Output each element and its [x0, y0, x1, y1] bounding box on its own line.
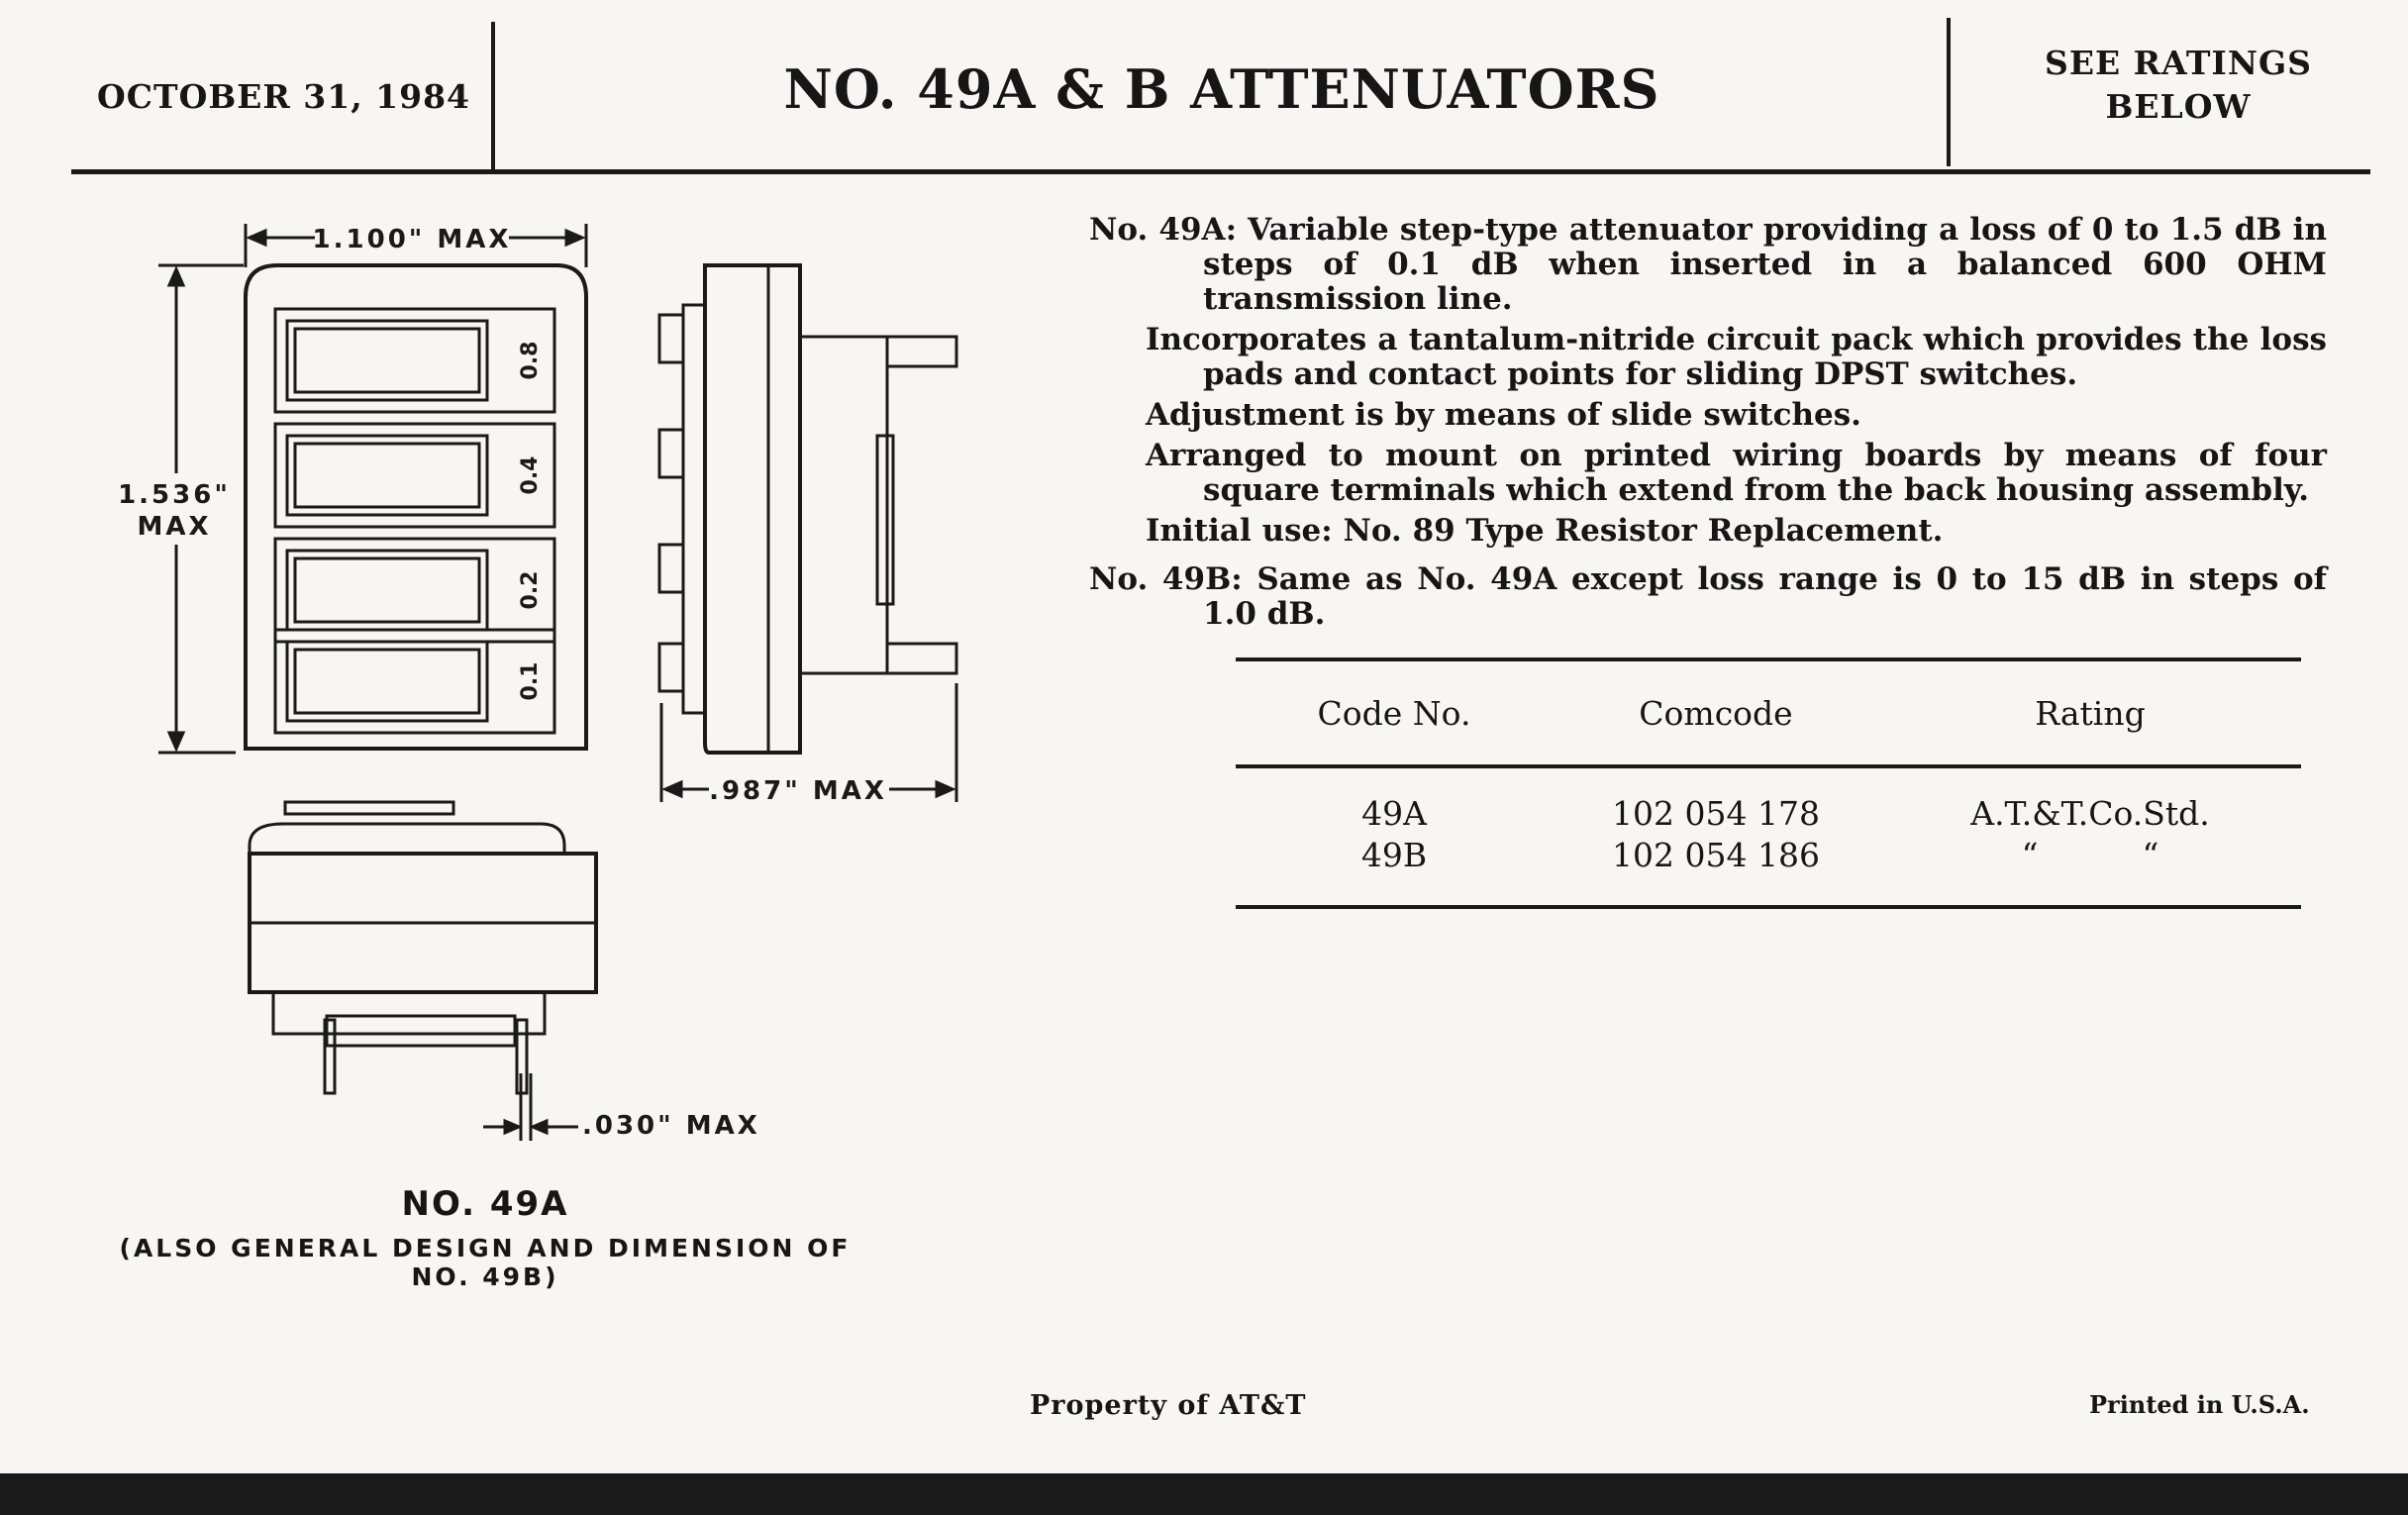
- table-row: [1236, 836, 2301, 877]
- cell-comcode: 102 054 186: [1612, 836, 1820, 874]
- footer-property: Property of AT&T: [1030, 1390, 1307, 1421]
- description-mounting: Arranged to mount on printed wiring boards by means of four square terminals which extend from the back housing assembly.: [1146, 438, 2327, 508]
- table-bottom-rule: [1236, 905, 2301, 909]
- cell-code: 49B: [1360, 836, 1428, 874]
- header-code-no: Code No.: [1317, 693, 1471, 733]
- description-block: [1089, 213, 2327, 638]
- cell-comcode: 102 054 178: [1612, 794, 1820, 833]
- drawing-caption-subtitle: (ALSO GENERAL DESIGN AND DIMENSION OF NO. 49B): [119, 1234, 852, 1291]
- cell-rating: A.T.&T.Co.Std.: [1970, 794, 2210, 833]
- switch-label-0.2: 0.2: [518, 570, 543, 610]
- footer-printed: Printed in U.S.A.: [2089, 1390, 2310, 1419]
- rating-note: [1970, 42, 2386, 129]
- height-dimension-max: MAX: [137, 512, 212, 542]
- switch-label-0.4: 0.4: [518, 455, 543, 495]
- rating-note-line1: SEE RATINGS: [2044, 44, 2313, 82]
- attenuator-drawing: [0, 188, 990, 1178]
- table-row: [1236, 794, 2301, 836]
- depth-dimension-label: .987" MAX: [709, 776, 887, 806]
- cell-rating: “ “: [2021, 836, 2159, 874]
- description-49a: No. 49A: Variable step-type attenuator providing a loss of 0 to 1.5 dB in steps of 0.1 dB when inserted in a balanced 600 OHM transmission line.: [1089, 212, 2327, 317]
- rating-note-line2: BELOW: [2105, 87, 2252, 126]
- header-rating: Rating: [2035, 693, 2146, 733]
- table-header-row: [1236, 661, 2301, 764]
- description-49b: No. 49B: Same as No. 49A except loss range is 0 to 15 dB in steps of 1.0 dB.: [1089, 561, 2327, 632]
- switch-label-0.8: 0.8: [518, 341, 543, 380]
- drawing-caption-title: NO. 49A: [401, 1184, 569, 1224]
- cell-code: 49A: [1361, 794, 1427, 833]
- header-divider-right: [1947, 18, 1951, 166]
- header-date: OCTOBER 31, 1984: [97, 77, 471, 116]
- header-rule: [71, 169, 2370, 174]
- page-title: NO. 49A & B ATTENUATORS: [783, 57, 1660, 121]
- switch-label-0.1: 0.1: [518, 661, 543, 701]
- ratings-table: [1236, 657, 2301, 909]
- description-adjustment: Adjustment is by means of slide switches.: [1146, 397, 1861, 433]
- width-dimension-label: 1.100" MAX: [312, 225, 512, 254]
- header-comcode: Comcode: [1639, 693, 1793, 733]
- description-circuit-pack: Incorporates a tantalum-nitride circuit pack which provides the loss pads and contact points for sliding DPST switches.: [1146, 322, 2327, 392]
- description-initial-use: Initial use: No. 89 Type Resistor Replacement.: [1146, 513, 1944, 549]
- pin-dimension-label: .030" MAX: [582, 1111, 760, 1141]
- height-dimension-value: 1.536": [118, 480, 231, 510]
